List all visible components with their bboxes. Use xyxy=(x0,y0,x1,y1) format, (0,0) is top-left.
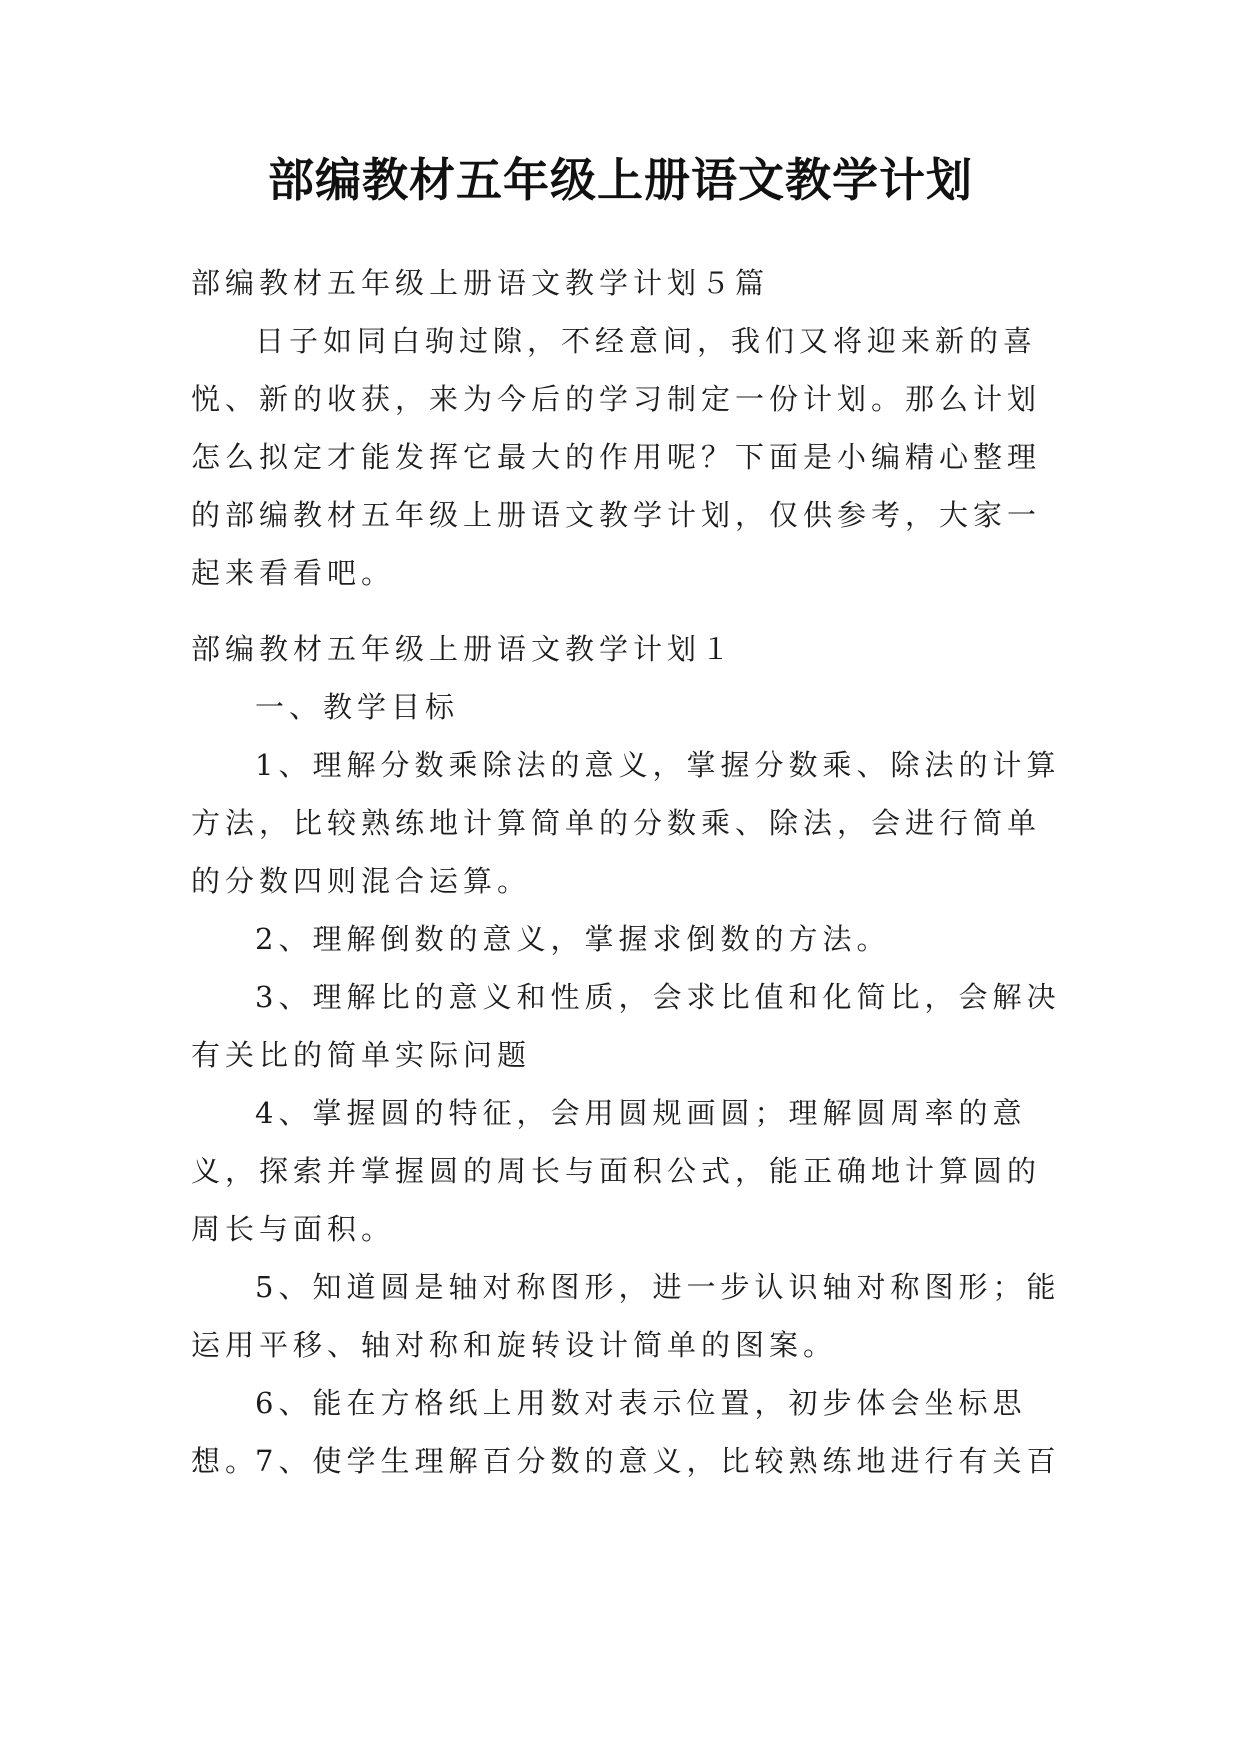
goal-item-6: 6、能在方格纸上用数对表示位置，初步体会坐标思想。 xyxy=(191,1386,1027,1478)
goal-item-3: 3、理解比的意义和性质，会求比值和化简比，会解决有关比的简单实际问题 xyxy=(191,980,1061,1072)
goal-item-2: 2、理解倒数的意义，掌握求倒数的方法。 xyxy=(255,922,891,956)
section-heading: 部编教材五年级上册语文教学计划１ xyxy=(191,632,736,666)
goal-item-5: 5、知道圆是轴对称图形，进一步认识轴对称图形；能运用平移、轴对称和旋转设计简单的图案。 xyxy=(191,1270,1061,1362)
goals-heading: 一、教学目标 xyxy=(255,690,460,724)
document-title: 部编教材五年级上册语文教学计划 xyxy=(268,153,973,207)
goal-item-1: 1、理解分数乘除法的意义，掌握分数乘、除法的计算方法，比较熟练地计算简单的分数乘、除法，会进行简单的分数四则混合运算。 xyxy=(191,748,1061,898)
goal-item-4: 4、掌握圆的特征，会用圆规画圆；理解圆周率的意义，探索并掌握圆的周长与面积公式，能正确地计算圆的周长与面积。 xyxy=(191,1096,1042,1246)
document-subtitle: 部编教材五年级上册语文教学计划５篇 xyxy=(191,266,770,300)
goal-item-7: 7、使学生理解百分数的意义，比较熟练地进行有关百 xyxy=(255,1444,1061,1478)
intro-paragraph: 日子如同白驹过隙，不经意间，我们又将迎来新的喜悦、新的收获，来为今后的学习制定一份计划。那么计划怎么拟定才能发挥它最大的作用呢？下面是小编精心整理的部编教材五年级上册语文教学计划，仅供参考，大家一起来看看吧。 xyxy=(191,324,1042,590)
